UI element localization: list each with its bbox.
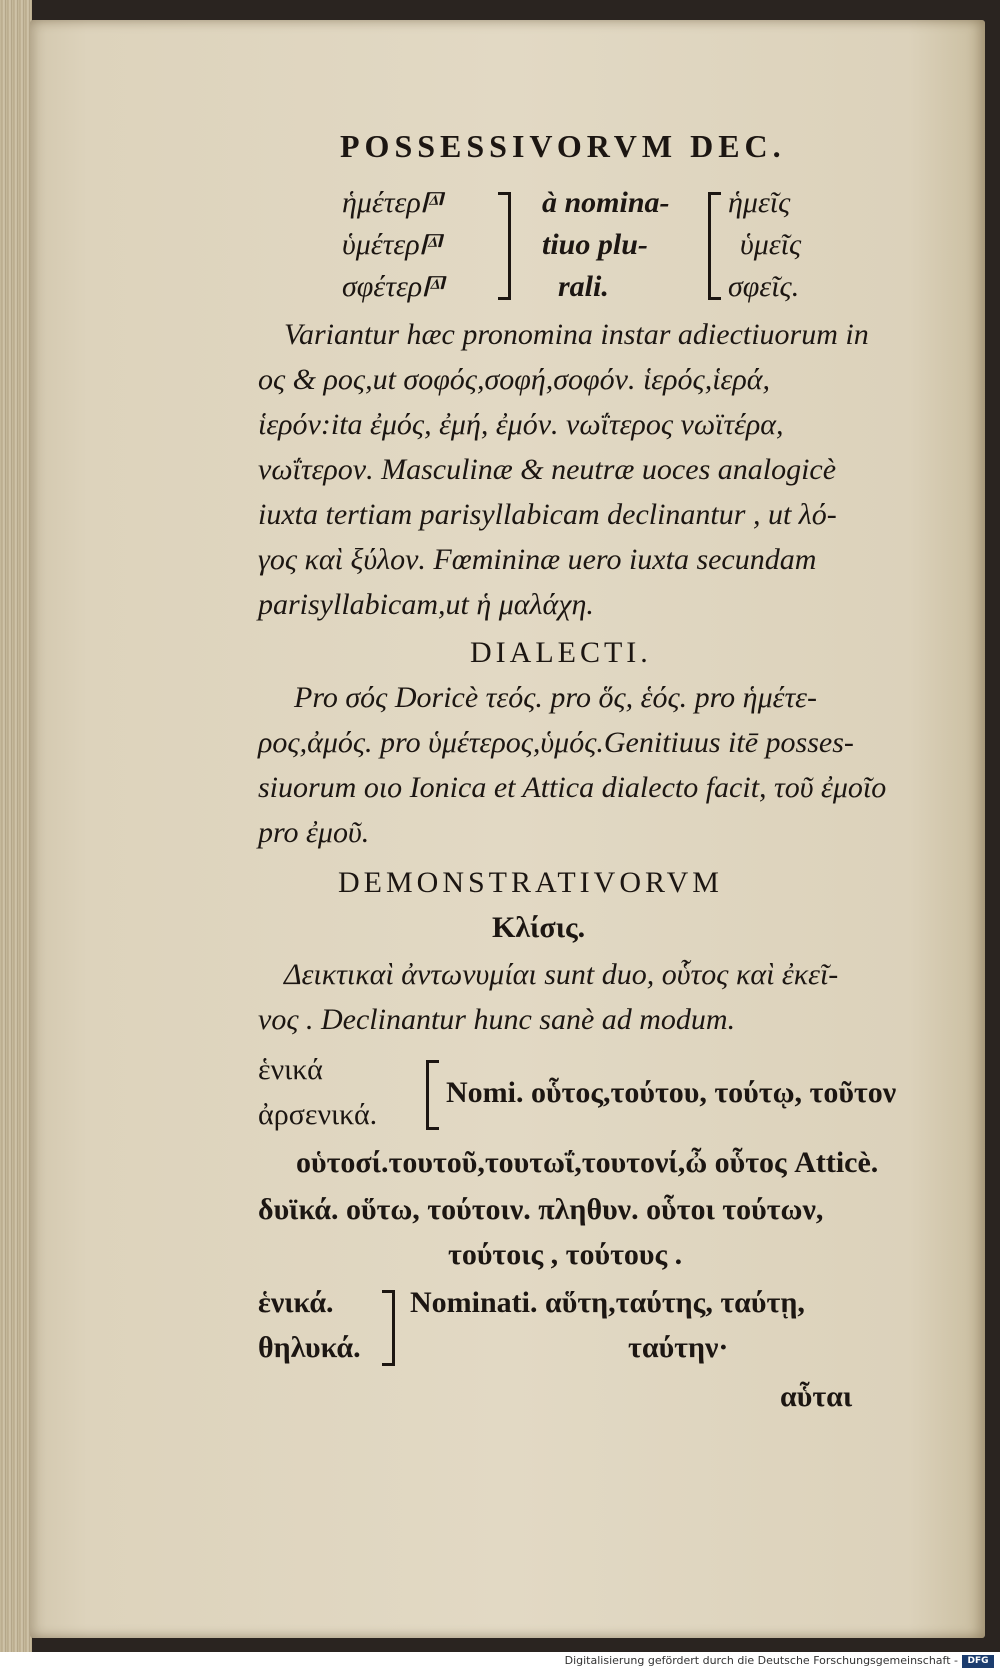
feminine-bracket	[382, 1290, 395, 1366]
declension-attic-forms: οὑτοσί.τουτοῦ,τουτωΐ,τουτονί,ὦ οὗτος Atticè.	[296, 1146, 879, 1179]
table-col2-row3: rali.	[558, 270, 609, 303]
table-col2-row2: tiuo plu-	[542, 228, 648, 261]
label-masculine: ἀρσενικά.	[258, 1098, 378, 1131]
declension-nominative-fem: Nominati. αὕτη,ταύτης, ταύτῃ,	[410, 1286, 805, 1319]
declension-plural-cont: τούτοις , τούτους .	[448, 1238, 683, 1271]
paragraph1-line1: Variantur hæc pronomina instar adiectiuorum in	[284, 318, 869, 351]
page	[30, 20, 985, 1638]
section-subheading-klisis: Κλίσις.	[492, 911, 586, 944]
footer-credit: Digitalisierung gefördert durch die Deutsche Forschungsgemeinschaft -	[564, 1654, 958, 1667]
paragraph2-line4: pro ἐμοῦ.	[258, 816, 370, 849]
declension-bracket	[426, 1060, 439, 1130]
table-col3-row3: σφεῖς.	[728, 270, 800, 303]
paragraph1-line7: parisyllabicam,ut ἡ μαλάχη.	[258, 588, 594, 621]
page-title: POSSESSIVORVM DEC.	[340, 128, 786, 164]
page-edges	[0, 0, 32, 1652]
label-singular-fem: ἑνικά.	[258, 1286, 334, 1319]
paragraph2-line1: Pro σός Doricè τεός. pro ὅς, ἑός. pro ἡμέτε-	[294, 681, 817, 714]
table-col3-row1: ἡμεῖς	[728, 186, 791, 219]
table-bracket-left	[708, 192, 721, 300]
table-col3-row2: ὑμεῖς	[740, 228, 802, 261]
table-col1-row2: ὑμέτερ𐅄	[342, 228, 441, 261]
table-col1-row3: σφέτερ𐅄	[342, 270, 444, 303]
paragraph1-line3: ἱερόν:ita ἐμός, ἐμή, ἐμόν. νωΐτερος νωϊτέρα,	[258, 408, 784, 441]
paragraph3-line2: νος . Declinantur hunc sanè ad modum.	[258, 1003, 736, 1036]
catchword: αὗται	[780, 1380, 853, 1413]
dfg-logo-icon: DFG	[962, 1655, 994, 1668]
table-bracket-right	[498, 192, 511, 300]
table-col2-row1: à nomina-	[542, 186, 670, 219]
label-feminine: θηλυκά.	[258, 1331, 361, 1364]
declension-fem-cont: ταύτην·	[628, 1331, 729, 1364]
footer-bar	[0, 1652, 1000, 1671]
paragraph1-line2: ος & ρος,ut σοφός,σοφή,σοφόν. ἱερός,ἱερά,	[258, 363, 770, 396]
section-heading-dialecti: DIALECTI.	[470, 636, 652, 669]
paragraph1-line6: γος καὶ ξύλον. Fœmininæ uero iuxta secundam	[258, 543, 817, 576]
paragraph1-line5: iuxta tertiam parisyllabicam declinantur , ut λό-	[258, 498, 837, 531]
table-col1-row1: ἡμέτερ𐅄	[342, 186, 442, 219]
section-heading-demonstrativorum: DEMONSTRATIVORVM	[338, 866, 723, 899]
paragraph2-line2: ρος,ἀμός. pro ὑμέτερος,ὑμός.Genitiuus itē posses-	[258, 726, 854, 759]
declension-nominative-masc: Nomi. οὗτος,τούτου, τούτῳ, τοῦτον	[446, 1076, 897, 1109]
label-singular: ἑνικά	[258, 1053, 323, 1086]
paragraph3-line1: Δεικτικαὶ ἀντωνυμίαι sunt duo, οὗτος καὶ ἐκεῖ-	[284, 958, 839, 991]
paragraph2-line3: siuorum οιο Ionica et Attica dialecto facit, τοῦ ἐμοῖο	[258, 771, 887, 804]
paragraph1-line4: νωΐτερον. Masculinæ & neutræ uoces analogicè	[258, 453, 837, 486]
declension-dual-plural: δυϊκά. οὕτω, τούτοιν. πληθυν. οὗτοι τούτων,	[258, 1193, 824, 1226]
